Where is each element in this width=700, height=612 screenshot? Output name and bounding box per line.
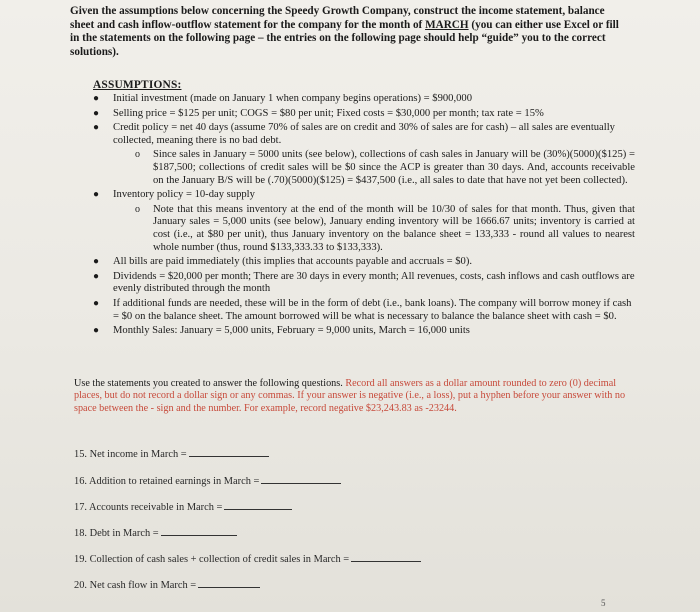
list-item bbox=[75, 93, 635, 106]
question-17 bbox=[74, 501, 292, 513]
bullet-icon: ● bbox=[93, 325, 100, 337]
instructions-text: Use the statements you created to answer the following questions. bbox=[74, 378, 346, 389]
assumption-subtext: Since sales in January = 5000 units (see below), collections of cash sales in January will be (30%)(5000)($125) = $187,500; collections of credit sales will be $0 since the ACP is greater than 30 days. And, accounts receivable on the January B/S will be (.70)(5000)($125) = $437,500 (i.e., all sales to date that have not yet been collected). bbox=[153, 149, 635, 186]
intro-text-1: Given the assumptions below concerning the Speedy Growth Company, construct the income statement, balance sheet and cash inflow-outflow statement for the company for the month of bbox=[70, 5, 605, 31]
question-15 bbox=[74, 448, 269, 460]
assumption-text: Selling price = $125 per unit; COGS = $80 per unit; Fixed costs = $30,000 per month; tax rate = 15% bbox=[113, 107, 544, 119]
assumption-text: Initial investment (made on January 1 when company begins operations) = $900,000 bbox=[113, 93, 473, 104]
intro-month: MARCH bbox=[425, 18, 469, 31]
answer-blank[interactable] bbox=[351, 553, 421, 562]
bullet-icon: ● bbox=[93, 189, 100, 201]
question-label: 19. Collection of cash sales + collection of credit sales in March = bbox=[74, 554, 350, 565]
instructions-paragraph bbox=[74, 378, 630, 415]
bullet-icon: ● bbox=[93, 107, 100, 119]
assumption-text: If additional funds are needed, these will be in the form of debt (i.e., bank loans). The company will borrow money if cash = $0 on the balance sheet. The amount borrowed will be what is necessary to balance the balance sheet with cash = $0. bbox=[113, 297, 632, 322]
list-item bbox=[75, 256, 635, 269]
question-16 bbox=[74, 475, 341, 487]
answer-blank[interactable] bbox=[189, 448, 269, 457]
assumptions-list bbox=[75, 93, 635, 340]
question-19 bbox=[74, 553, 421, 565]
assumption-text: Inventory policy = 10-day supply bbox=[113, 189, 255, 201]
instructions-red-text: Record all answers as a dollar amount rounded to zero (0) decimal places, but do not record a dollar sign or any commas. If your answer is negative (i.e., a loss), put a hyphen before your answer with no space between the - sign and the number. For example, record negative $23,243.83 as -23244. bbox=[74, 378, 626, 414]
answer-blank[interactable] bbox=[224, 501, 292, 510]
bullet-icon: ● bbox=[93, 93, 100, 104]
question-label: 18. Debt in March = bbox=[74, 528, 159, 539]
question-label: 20. Net cash flow in March = bbox=[74, 580, 197, 591]
bullet-icon: ● bbox=[93, 122, 100, 134]
list-item bbox=[75, 189, 635, 202]
assumption-text: Monthly Sales: January = 5,000 units, February = 9,000 units, March = 16,000 units bbox=[113, 325, 470, 337]
answer-blank[interactable] bbox=[198, 579, 260, 588]
question-label: 15. Net income in March = bbox=[74, 449, 187, 460]
intro-text-2: (you can either use Excel or fill in the statements on the following page – the entries on the following page should help “guide” you to the correct solutions). bbox=[70, 18, 619, 58]
list-item bbox=[75, 122, 635, 147]
circle-bullet-icon: o bbox=[135, 149, 140, 161]
answer-blank[interactable] bbox=[261, 475, 341, 484]
bullet-icon: ● bbox=[93, 297, 100, 309]
intro-paragraph bbox=[70, 5, 630, 59]
list-item bbox=[75, 108, 635, 121]
assumption-text: All bills are paid immediately (this implies that accounts payable and accruals = $0). bbox=[113, 256, 472, 268]
question-18 bbox=[74, 527, 237, 539]
list-item bbox=[75, 298, 635, 323]
assumption-text: Dividends = $20,000 per month; There are 30 days in every month; All revenues, costs, cash inflows and cash outflows are evenly distributed through the month bbox=[113, 270, 635, 295]
page-marker: 5 bbox=[601, 598, 606, 608]
question-label: 16. Addition to retained earnings in March = bbox=[74, 476, 260, 487]
question-label: 17. Accounts receivable in March = bbox=[74, 502, 223, 513]
list-item bbox=[75, 271, 635, 296]
answer-blank[interactable] bbox=[161, 527, 237, 536]
assumption-subtext: Note that this means inventory at the end of the month will be 10/30 of sales for that month. Thus, given that January sales = 5,000 units (see below), January ending inventory will be 1666.67 units; inventory is carried at cost (i.e., at $80 per unit), thus January inventory on the balance sheet = 133,333 - round all values to nearest whole number (thus, round $133,333.33 to $133,333). bbox=[153, 203, 635, 253]
bullet-icon: ● bbox=[93, 270, 100, 282]
sub-list-item bbox=[75, 204, 635, 254]
assumption-text: Credit policy = net 40 days (assume 70% of sales are on credit and 30% of sales are for cash) – all sales are eventually collected, meaning there is no bad debt. bbox=[113, 122, 615, 146]
list-item bbox=[75, 325, 635, 338]
sub-list-item bbox=[75, 149, 635, 187]
assumptions-heading: ASSUMPTIONS: bbox=[93, 79, 182, 91]
question-20 bbox=[74, 579, 260, 591]
bullet-icon: ● bbox=[93, 256, 100, 268]
circle-bullet-icon: o bbox=[135, 203, 140, 215]
